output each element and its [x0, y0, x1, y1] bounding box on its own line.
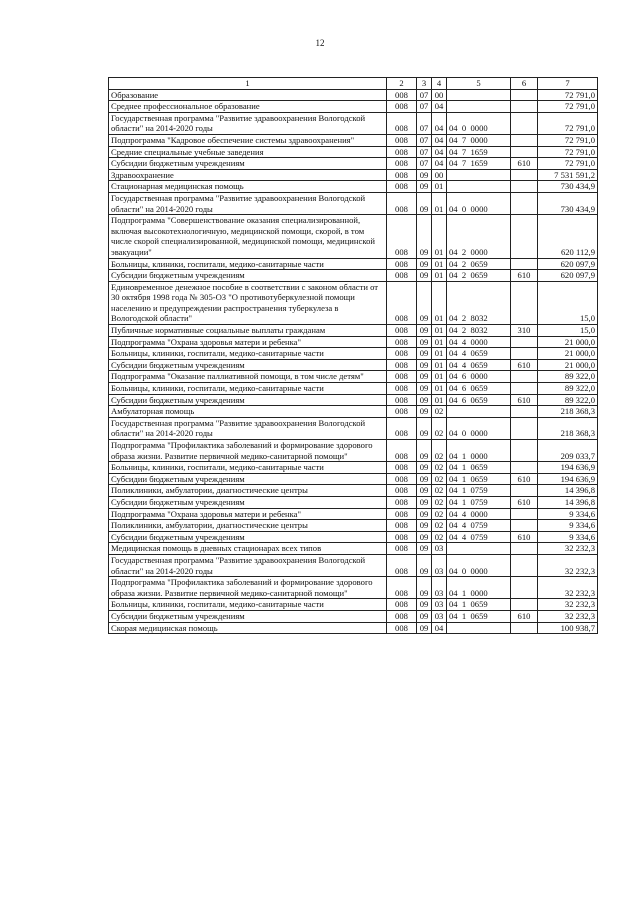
- row-expense-type-cell: [511, 440, 538, 462]
- header-cell: 4: [432, 78, 447, 90]
- row-amount-cell: 14 396,8: [538, 485, 598, 497]
- table-row: [109, 543, 598, 555]
- row-expense-type-cell: [511, 169, 538, 181]
- row-name-cell: Подпрограмма "Совершенствование оказания специализированной, включая высокотехнологичную, медицинской помощи, скорой, в том числе скорой специализированной, медицинской помощи, медицинской эвакуации": [109, 215, 387, 258]
- row-expense-type-cell: 610: [511, 610, 538, 622]
- row-amount-cell: 21 000,0: [538, 348, 598, 360]
- row-section-cell: 09: [417, 440, 432, 462]
- row-target-article-cell: [447, 622, 511, 634]
- row-section-cell: 09: [417, 258, 432, 270]
- row-amount-cell: 209 033,7: [538, 440, 598, 462]
- row-expense-type-cell: [511, 406, 538, 418]
- row-section-cell: 09: [417, 599, 432, 611]
- table-row: [109, 531, 598, 543]
- row-subsection-cell: 04: [432, 101, 447, 113]
- row-subsection-cell: 01: [432, 192, 447, 214]
- row-section-cell: 09: [417, 554, 432, 576]
- row-subsection-cell: 02: [432, 520, 447, 532]
- row-expense-type-cell: [511, 577, 538, 599]
- row-section-cell: 09: [417, 543, 432, 555]
- row-subsection-cell: 01: [432, 258, 447, 270]
- row-expense-type-cell: [511, 192, 538, 214]
- row-amount-cell: 72 791,0: [538, 158, 598, 170]
- row-name-cell: Амбулаторная помощь: [109, 406, 387, 418]
- row-amount-cell: 194 636,9: [538, 473, 598, 485]
- row-name-cell: Подпрограмма "Кадровое обеспечение системы здравоохранения": [109, 134, 387, 146]
- row-admin-code-cell: 008: [387, 146, 417, 158]
- table-row: [109, 406, 598, 418]
- row-target-article-cell: 04 6 0659: [447, 383, 511, 395]
- row-admin-code-cell: 008: [387, 169, 417, 181]
- row-target-article-cell: 04 4 0759: [447, 531, 511, 543]
- row-target-article-cell: 04 2 0659: [447, 270, 511, 282]
- row-expense-type-cell: 310: [511, 325, 538, 337]
- row-subsection-cell: 01: [432, 281, 447, 324]
- row-admin-code-cell: 008: [387, 158, 417, 170]
- row-section-cell: 09: [417, 169, 432, 181]
- row-section-cell: 09: [417, 622, 432, 634]
- row-subsection-cell: 01: [432, 359, 447, 371]
- row-name-cell: Больницы, клиники, госпитали, медико-санитарные части: [109, 348, 387, 360]
- row-amount-cell: 72 791,0: [538, 146, 598, 158]
- header-cell: 7: [538, 78, 598, 90]
- row-admin-code-cell: 008: [387, 281, 417, 324]
- row-amount-cell: 14 396,8: [538, 496, 598, 508]
- table-row: [109, 383, 598, 395]
- row-section-cell: 09: [417, 336, 432, 348]
- row-subsection-cell: 03: [432, 554, 447, 576]
- row-admin-code-cell: 008: [387, 394, 417, 406]
- header-cell: 3: [417, 78, 432, 90]
- row-target-article-cell: 04 1 0759: [447, 496, 511, 508]
- row-admin-code-cell: 008: [387, 134, 417, 146]
- row-subsection-cell: 01: [432, 371, 447, 383]
- row-amount-cell: 21 000,0: [538, 336, 598, 348]
- row-admin-code-cell: 008: [387, 258, 417, 270]
- row-subsection-cell: 02: [432, 531, 447, 543]
- row-subsection-cell: 02: [432, 485, 447, 497]
- row-name-cell: Больницы, клиники, госпитали, медико-санитарные части: [109, 462, 387, 474]
- row-section-cell: 09: [417, 325, 432, 337]
- row-section-cell: 09: [417, 383, 432, 395]
- table-row: [109, 508, 598, 520]
- header-cell: 5: [447, 78, 511, 90]
- row-target-article-cell: 04 1 0659: [447, 610, 511, 622]
- row-section-cell: 09: [417, 348, 432, 360]
- row-target-article-cell: 04 0 0000: [447, 192, 511, 214]
- row-amount-cell: 72 791,0: [538, 112, 598, 134]
- row-subsection-cell: 02: [432, 508, 447, 520]
- table-row: [109, 215, 598, 258]
- row-subsection-cell: 03: [432, 610, 447, 622]
- row-section-cell: 07: [417, 101, 432, 113]
- header-cell: 6: [511, 78, 538, 90]
- row-section-cell: 09: [417, 281, 432, 324]
- row-admin-code-cell: 008: [387, 348, 417, 360]
- header-row: [109, 78, 598, 90]
- row-subsection-cell: 01: [432, 270, 447, 282]
- row-expense-type-cell: [511, 383, 538, 395]
- row-subsection-cell: 00: [432, 89, 447, 101]
- table-row: [109, 610, 598, 622]
- row-admin-code-cell: 008: [387, 554, 417, 576]
- row-section-cell: 07: [417, 89, 432, 101]
- row-subsection-cell: 04: [432, 158, 447, 170]
- table-row: [109, 258, 598, 270]
- row-section-cell: 09: [417, 610, 432, 622]
- row-amount-cell: 72 791,0: [538, 89, 598, 101]
- table-row: [109, 440, 598, 462]
- row-name-cell: Субсидии бюджетным учреждениям: [109, 158, 387, 170]
- row-name-cell: Государственная программа "Развитие здравоохранения Вологодской области" на 2014-2020 годы: [109, 554, 387, 576]
- row-admin-code-cell: 008: [387, 215, 417, 258]
- row-amount-cell: 620 112,9: [538, 215, 598, 258]
- budget-table: [108, 77, 598, 634]
- row-section-cell: 09: [417, 462, 432, 474]
- row-amount-cell: 9 334,6: [538, 508, 598, 520]
- row-expense-type-cell: [511, 89, 538, 101]
- row-expense-type-cell: [511, 371, 538, 383]
- row-expense-type-cell: [511, 554, 538, 576]
- row-expense-type-cell: 610: [511, 473, 538, 485]
- row-admin-code-cell: 008: [387, 336, 417, 348]
- row-target-article-cell: 04 2 0000: [447, 215, 511, 258]
- row-target-article-cell: 04 1 0000: [447, 577, 511, 599]
- row-name-cell: Скорая медицинская помощь: [109, 622, 387, 634]
- row-admin-code-cell: 008: [387, 577, 417, 599]
- row-admin-code-cell: 008: [387, 622, 417, 634]
- table-row: [109, 485, 598, 497]
- row-admin-code-cell: 008: [387, 270, 417, 282]
- row-admin-code-cell: 008: [387, 383, 417, 395]
- table-row: [109, 169, 598, 181]
- row-target-article-cell: 04 0 0000: [447, 417, 511, 439]
- row-expense-type-cell: 610: [511, 531, 538, 543]
- table-row: [109, 270, 598, 282]
- row-admin-code-cell: 008: [387, 89, 417, 101]
- row-target-article-cell: 04 2 8032: [447, 281, 511, 324]
- row-admin-code-cell: 008: [387, 192, 417, 214]
- row-admin-code-cell: 008: [387, 462, 417, 474]
- table-row: [109, 622, 598, 634]
- row-section-cell: 09: [417, 508, 432, 520]
- row-amount-cell: 100 938,7: [538, 622, 598, 634]
- row-admin-code-cell: 008: [387, 440, 417, 462]
- budget-table-body: [109, 78, 598, 634]
- row-expense-type-cell: [511, 599, 538, 611]
- row-name-cell: Субсидии бюджетным учреждениям: [109, 359, 387, 371]
- row-name-cell: Государственная программа "Развитие здравоохранения Вологодской области" на 2014-2020 годы: [109, 112, 387, 134]
- row-amount-cell: 9 334,6: [538, 531, 598, 543]
- row-section-cell: 07: [417, 134, 432, 146]
- row-expense-type-cell: 610: [511, 394, 538, 406]
- row-expense-type-cell: [511, 336, 538, 348]
- row-expense-type-cell: [511, 622, 538, 634]
- row-target-article-cell: 04 7 0000: [447, 134, 511, 146]
- row-target-article-cell: 04 2 8032: [447, 325, 511, 337]
- row-section-cell: 09: [417, 192, 432, 214]
- table-row: [109, 359, 598, 371]
- row-target-article-cell: 04 4 0759: [447, 520, 511, 532]
- row-expense-type-cell: [511, 462, 538, 474]
- row-name-cell: Подпрограмма "Охрана здоровья матери и ребенка": [109, 336, 387, 348]
- row-target-article-cell: 04 7 1659: [447, 146, 511, 158]
- row-admin-code-cell: 008: [387, 473, 417, 485]
- row-subsection-cell: 04: [432, 622, 447, 634]
- row-expense-type-cell: [511, 101, 538, 113]
- row-name-cell: Государственная программа "Развитие здравоохранения Вологодской области" на 2014-2020 годы: [109, 192, 387, 214]
- row-target-article-cell: [447, 181, 511, 193]
- table-row: [109, 158, 598, 170]
- row-target-article-cell: 04 1 0759: [447, 485, 511, 497]
- row-amount-cell: 9 334,6: [538, 520, 598, 532]
- row-admin-code-cell: 008: [387, 485, 417, 497]
- row-name-cell: Здравоохранение: [109, 169, 387, 181]
- row-name-cell: Больницы, клиники, госпитали, медико-санитарные части: [109, 258, 387, 270]
- row-section-cell: 07: [417, 146, 432, 158]
- row-amount-cell: 218 368,3: [538, 406, 598, 418]
- row-amount-cell: 89 322,0: [538, 394, 598, 406]
- row-name-cell: Субсидии бюджетным учреждениям: [109, 610, 387, 622]
- row-amount-cell: 32 232,3: [538, 577, 598, 599]
- row-name-cell: Субсидии бюджетным учреждениям: [109, 394, 387, 406]
- row-admin-code-cell: 008: [387, 520, 417, 532]
- row-name-cell: Поликлиники, амбулатории, диагностические центры: [109, 520, 387, 532]
- table-row: [109, 325, 598, 337]
- row-section-cell: 09: [417, 520, 432, 532]
- table-row: [109, 146, 598, 158]
- row-target-article-cell: 04 1 0000: [447, 440, 511, 462]
- row-target-article-cell: 04 6 0659: [447, 394, 511, 406]
- row-section-cell: 09: [417, 215, 432, 258]
- row-admin-code-cell: 008: [387, 406, 417, 418]
- row-name-cell: Публичные нормативные социальные выплаты гражданам: [109, 325, 387, 337]
- row-name-cell: Подпрограмма "Профилактика заболеваний и формирование здорового образа жизни. Развитие первичной медико-санитарной помощи": [109, 577, 387, 599]
- table-row: [109, 577, 598, 599]
- row-target-article-cell: 04 7 1659: [447, 158, 511, 170]
- row-amount-cell: 32 232,3: [538, 543, 598, 555]
- row-amount-cell: 218 368,3: [538, 417, 598, 439]
- row-expense-type-cell: [511, 258, 538, 270]
- row-admin-code-cell: 008: [387, 371, 417, 383]
- row-amount-cell: 21 000,0: [538, 359, 598, 371]
- row-target-article-cell: 04 0 0000: [447, 112, 511, 134]
- row-name-cell: Подпрограмма "Оказание паллиативной помощи, в том числе детям": [109, 371, 387, 383]
- table-row: [109, 336, 598, 348]
- row-name-cell: Подпрограмма "Профилактика заболеваний и формирование здорового образа жизни. Развитие первичной медико-санитарной помощи": [109, 440, 387, 462]
- page-number: 12: [315, 38, 325, 48]
- row-admin-code-cell: 008: [387, 181, 417, 193]
- row-target-article-cell: 04 4 0659: [447, 359, 511, 371]
- table-row: [109, 281, 598, 324]
- row-name-cell: Средние специальные учебные заведения: [109, 146, 387, 158]
- row-subsection-cell: 01: [432, 325, 447, 337]
- header-cell: 2: [387, 78, 417, 90]
- table-row: [109, 473, 598, 485]
- row-name-cell: Поликлиники, амбулатории, диагностические центры: [109, 485, 387, 497]
- row-subsection-cell: 03: [432, 577, 447, 599]
- row-name-cell: Образование: [109, 89, 387, 101]
- row-admin-code-cell: 008: [387, 599, 417, 611]
- row-subsection-cell: 02: [432, 417, 447, 439]
- row-name-cell: Среднее профессиональное образование: [109, 101, 387, 113]
- row-expense-type-cell: [511, 485, 538, 497]
- row-target-article-cell: 04 4 0000: [447, 336, 511, 348]
- row-amount-cell: 620 097,9: [538, 270, 598, 282]
- row-amount-cell: 7 531 591,2: [538, 169, 598, 181]
- row-expense-type-cell: [511, 417, 538, 439]
- row-amount-cell: 15,0: [538, 281, 598, 324]
- row-name-cell: Единовременное денежное пособие в соответствии с законом области от 30 октября 1998 года № 305-ОЗ "О противотуберкулезной помощи населению и предупреждении распространения туберкулеза в Вологодской области": [109, 281, 387, 324]
- row-subsection-cell: 02: [432, 462, 447, 474]
- row-target-article-cell: [447, 543, 511, 555]
- row-subsection-cell: 01: [432, 383, 447, 395]
- table-row: [109, 112, 598, 134]
- table-row: [109, 192, 598, 214]
- table-row: [109, 496, 598, 508]
- row-target-article-cell: 04 0 0000: [447, 554, 511, 576]
- row-section-cell: 09: [417, 473, 432, 485]
- row-expense-type-cell: [511, 348, 538, 360]
- row-expense-type-cell: 610: [511, 359, 538, 371]
- table-row: [109, 89, 598, 101]
- row-expense-type-cell: 610: [511, 496, 538, 508]
- row-name-cell: Субсидии бюджетным учреждениям: [109, 270, 387, 282]
- row-amount-cell: 32 232,3: [538, 610, 598, 622]
- row-section-cell: 09: [417, 270, 432, 282]
- row-subsection-cell: 01: [432, 348, 447, 360]
- row-name-cell: Подпрограмма "Охрана здоровья матери и ребенка": [109, 508, 387, 520]
- row-subsection-cell: 02: [432, 473, 447, 485]
- row-admin-code-cell: 008: [387, 496, 417, 508]
- row-name-cell: Государственная программа "Развитие здравоохранения Вологодской области" на 2014-2020 годы: [109, 417, 387, 439]
- row-section-cell: 09: [417, 417, 432, 439]
- table-row: [109, 348, 598, 360]
- row-admin-code-cell: 008: [387, 531, 417, 543]
- row-subsection-cell: 04: [432, 146, 447, 158]
- table-row: [109, 101, 598, 113]
- row-admin-code-cell: 008: [387, 101, 417, 113]
- row-expense-type-cell: [511, 508, 538, 520]
- row-section-cell: 09: [417, 496, 432, 508]
- row-subsection-cell: 01: [432, 215, 447, 258]
- header-cell: 1: [109, 78, 387, 90]
- row-amount-cell: 72 791,0: [538, 101, 598, 113]
- row-section-cell: 09: [417, 359, 432, 371]
- row-section-cell: 09: [417, 371, 432, 383]
- row-subsection-cell: 04: [432, 134, 447, 146]
- row-admin-code-cell: 008: [387, 325, 417, 337]
- row-amount-cell: 72 791,0: [538, 134, 598, 146]
- row-target-article-cell: [447, 89, 511, 101]
- row-expense-type-cell: [511, 543, 538, 555]
- row-name-cell: Стационарная медицинская помощь: [109, 181, 387, 193]
- row-name-cell: Больницы, клиники, госпитали, медико-санитарные части: [109, 599, 387, 611]
- row-expense-type-cell: [511, 215, 538, 258]
- row-section-cell: 09: [417, 394, 432, 406]
- row-name-cell: Медицинская помощь в дневных стационарах всех типов: [109, 543, 387, 555]
- row-expense-type-cell: [511, 146, 538, 158]
- row-amount-cell: 730 434,9: [538, 192, 598, 214]
- table-row: [109, 554, 598, 576]
- table-row: [109, 462, 598, 474]
- row-expense-type-cell: [511, 520, 538, 532]
- table-row: [109, 134, 598, 146]
- table-row: [109, 417, 598, 439]
- row-amount-cell: 89 322,0: [538, 383, 598, 395]
- row-section-cell: 09: [417, 577, 432, 599]
- row-amount-cell: 89 322,0: [538, 371, 598, 383]
- row-subsection-cell: 02: [432, 406, 447, 418]
- row-amount-cell: 730 434,9: [538, 181, 598, 193]
- row-expense-type-cell: 610: [511, 270, 538, 282]
- row-subsection-cell: 02: [432, 496, 447, 508]
- row-subsection-cell: 03: [432, 599, 447, 611]
- row-subsection-cell: 01: [432, 336, 447, 348]
- row-section-cell: 07: [417, 112, 432, 134]
- row-subsection-cell: 00: [432, 169, 447, 181]
- row-target-article-cell: [447, 169, 511, 181]
- row-section-cell: 09: [417, 181, 432, 193]
- table-row: [109, 394, 598, 406]
- row-target-article-cell: 04 4 0659: [447, 348, 511, 360]
- row-expense-type-cell: [511, 281, 538, 324]
- row-amount-cell: 15,0: [538, 325, 598, 337]
- row-expense-type-cell: 610: [511, 158, 538, 170]
- row-target-article-cell: 04 1 0659: [447, 462, 511, 474]
- row-amount-cell: 620 097,9: [538, 258, 598, 270]
- row-subsection-cell: 01: [432, 394, 447, 406]
- row-expense-type-cell: [511, 112, 538, 134]
- row-section-cell: 09: [417, 406, 432, 418]
- row-admin-code-cell: 008: [387, 359, 417, 371]
- row-admin-code-cell: 008: [387, 417, 417, 439]
- row-target-article-cell: [447, 406, 511, 418]
- row-amount-cell: 194 636,9: [538, 462, 598, 474]
- row-admin-code-cell: 008: [387, 112, 417, 134]
- row-section-cell: 09: [417, 485, 432, 497]
- row-target-article-cell: 04 6 0000: [447, 371, 511, 383]
- row-subsection-cell: 02: [432, 440, 447, 462]
- row-amount-cell: 32 232,3: [538, 599, 598, 611]
- row-admin-code-cell: 008: [387, 543, 417, 555]
- row-target-article-cell: 04 1 0659: [447, 599, 511, 611]
- row-name-cell: Субсидии бюджетным учреждениям: [109, 473, 387, 485]
- table-row: [109, 181, 598, 193]
- row-admin-code-cell: 008: [387, 508, 417, 520]
- row-expense-type-cell: [511, 134, 538, 146]
- row-section-cell: 07: [417, 158, 432, 170]
- row-expense-type-cell: [511, 181, 538, 193]
- table-row: [109, 520, 598, 532]
- row-admin-code-cell: 008: [387, 610, 417, 622]
- row-name-cell: Субсидии бюджетным учреждениям: [109, 531, 387, 543]
- row-subsection-cell: 01: [432, 181, 447, 193]
- row-name-cell: Субсидии бюджетным учреждениям: [109, 496, 387, 508]
- row-subsection-cell: 03: [432, 543, 447, 555]
- row-target-article-cell: 04 4 0000: [447, 508, 511, 520]
- row-target-article-cell: 04 2 0659: [447, 258, 511, 270]
- row-name-cell: Больницы, клиники, госпитали, медико-санитарные части: [109, 383, 387, 395]
- row-section-cell: 09: [417, 531, 432, 543]
- row-target-article-cell: [447, 101, 511, 113]
- table-row: [109, 371, 598, 383]
- row-target-article-cell: 04 1 0659: [447, 473, 511, 485]
- row-amount-cell: 32 232,3: [538, 554, 598, 576]
- row-subsection-cell: 04: [432, 112, 447, 134]
- table-row: [109, 599, 598, 611]
